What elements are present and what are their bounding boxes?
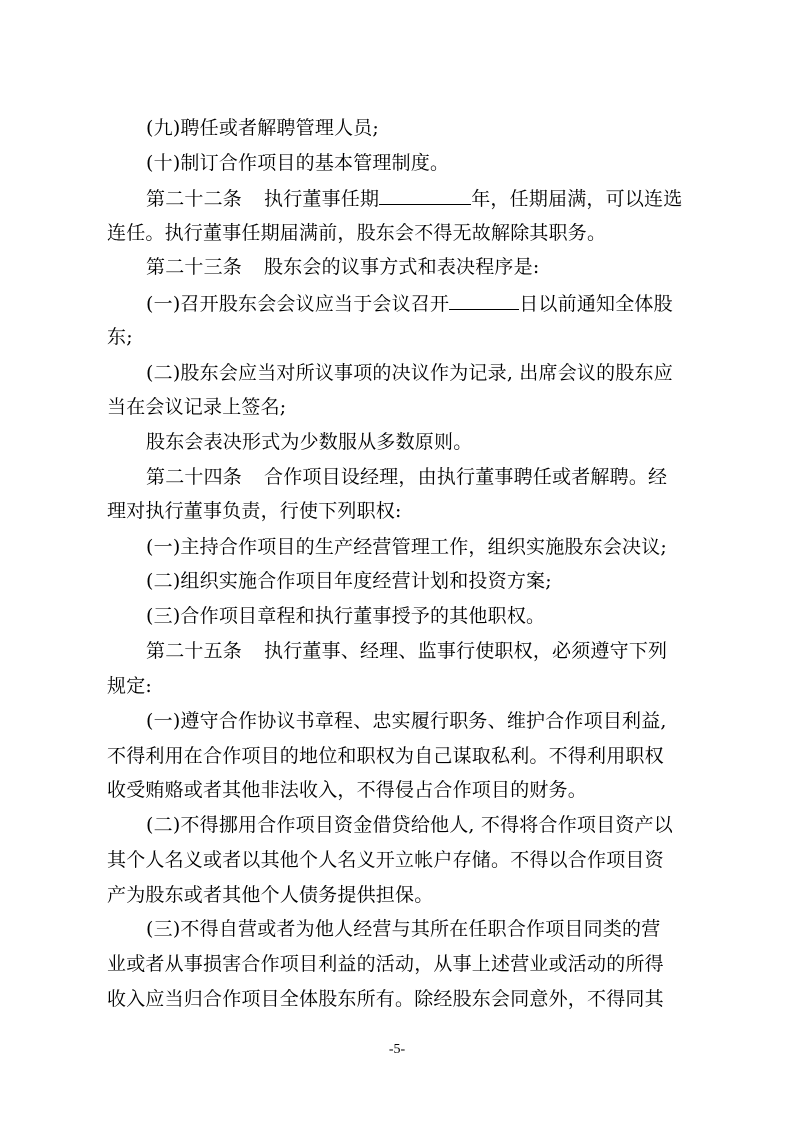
article-24-item-3: (三)合作项目章程和执行董事授予的其他职权。 bbox=[146, 605, 546, 627]
article-22-line-2: 连任。执行董事任期届满前，股东会不得无故解除其职务。 bbox=[107, 222, 607, 244]
article-25-item-2-line-3: 产为股东或者其他个人债务提供担保。 bbox=[107, 884, 434, 906]
article-25-item-2-line-1: (二)不得挪用合作项目资金借贷给他人, 不得将合作项目资产以 bbox=[146, 814, 673, 836]
article-23-text: 股东会的议事方式和表决程序是: bbox=[264, 256, 540, 278]
article-23-heading: 第二十三条 bbox=[146, 256, 243, 278]
article-23-item-1-text-b: 日以前通知全体股 bbox=[519, 293, 673, 315]
article-23-item-1-line-2: 东; bbox=[107, 326, 133, 348]
article-25-item-1-line-1: (一)遵守合作协议书章程、忠实履行职务、维护合作项目利益, bbox=[146, 710, 667, 732]
clause-item-10: (十)制订合作项目的基本管理制度。 bbox=[146, 152, 450, 174]
page-number: -5- bbox=[388, 1042, 406, 1057]
article-25-item-2-line-2: 其个人名义或者以其他个人名义开立帐户存储。不得以合作项目资 bbox=[107, 849, 664, 871]
voting-rule: 股东会表决形式为少数服从多数原则。 bbox=[146, 431, 473, 453]
article-24-line-2: 理对执行董事负责，行使下列职权: bbox=[107, 500, 402, 522]
article-25-heading: 第二十五条 bbox=[146, 640, 243, 662]
days-blank[interactable] bbox=[449, 290, 519, 310]
article-25-line-1 bbox=[146, 638, 667, 664]
article-25-item-3-line-2: 业或者从事损害合作项目利益的活动，从事上述营业或活动的所得 bbox=[107, 953, 664, 975]
article-24-item-2: (二)组织实施合作项目年度经营计划和投资方案; bbox=[146, 570, 552, 592]
article-23-line-1 bbox=[146, 254, 539, 280]
article-22-heading: 第二十二条 bbox=[146, 188, 243, 210]
article-25-item-1-line-3: 收受贿赂或者其他非法收入，不得侵占合作项目的财务。 bbox=[107, 779, 588, 801]
article-23-item-2-line-1: (二)股东会应当对所议事项的决议作为记录, 出席会议的股东应 bbox=[146, 362, 673, 384]
article-22-text-b: 年，任期届满，可以连选 bbox=[471, 188, 683, 210]
article-23-item-2-line-2: 当在会议记录上签名; bbox=[107, 396, 287, 418]
article-22-text-a: 执行董事任期 bbox=[264, 188, 380, 210]
clause-item-9: (九)聘任或者解聘管理人员; bbox=[146, 117, 380, 139]
article-25-line-2: 规定: bbox=[107, 675, 153, 697]
article-24-line-1 bbox=[146, 464, 667, 490]
article-23-item-1-text-a: (一)召开股东会会议应当于会议召开 bbox=[146, 293, 450, 315]
article-25-item-3-line-3: 收入应当归合作项目全体股东所有。除经股东会同意外，不得同其 bbox=[107, 988, 664, 1010]
article-25-text: 执行董事、经理、监事行使职权，必须遵守下列 bbox=[264, 640, 668, 662]
article-25-item-3-line-1: (三)不得自营或者为他人经营与其所在任职合作项目同类的营 bbox=[146, 918, 661, 940]
article-22-line-1 bbox=[146, 185, 682, 211]
article-24-item-1: (一)主持合作项目的生产经营管理工作，组织实施股东会决议; bbox=[146, 536, 668, 558]
article-23-item-1-line-1 bbox=[146, 290, 673, 316]
article-25-item-1-line-2: 不得利用在合作项目的地位和职权为自己谋取私利。不得利用职权 bbox=[107, 745, 664, 767]
article-24-heading: 第二十四条 bbox=[146, 466, 243, 488]
article-24-text: 合作项目设经理，由执行董事聘任或者解聘。经 bbox=[264, 466, 668, 488]
term-blank[interactable] bbox=[379, 185, 471, 205]
